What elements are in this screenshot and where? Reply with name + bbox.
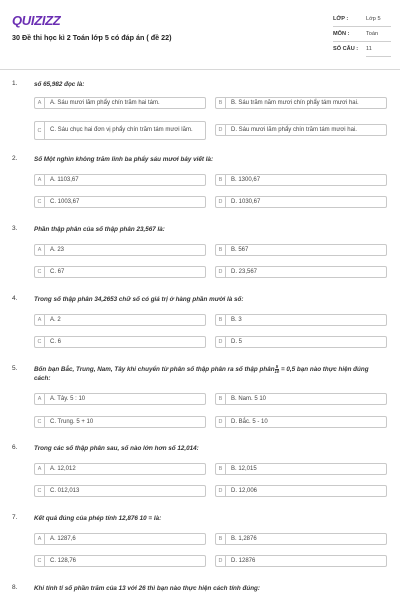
fraction-denominator: 10: [274, 369, 280, 374]
meta-subject-label: MÔN :: [333, 31, 350, 37]
question-text-start: Bốn bạn Bắc, Trung, Nam, Tây khi chuyển từ phân số thập phân ra số thập phân: [34, 366, 275, 374]
option-a[interactable]: [34, 533, 206, 545]
question-text: Phần thập phân của số thập phân 23,567 là:: [34, 226, 165, 233]
question-number: 4.: [12, 295, 18, 302]
question-text: Kết quả đúng của phép tính 12,876 10 = là:: [34, 515, 162, 522]
option-letter: D: [216, 125, 226, 135]
option-c[interactable]: [34, 555, 206, 567]
meta-subject-value: Toán: [366, 31, 379, 37]
option-b[interactable]: [215, 463, 387, 475]
option-letter: C: [35, 197, 45, 207]
option-letter: C: [35, 122, 45, 139]
option-text: A. Sáu mươi lăm phẩy chín trăm hai tám.: [50, 99, 160, 106]
option-letter: A: [35, 315, 45, 325]
option-a[interactable]: [34, 174, 206, 186]
option-text: B. Sáu trăm năm mươi chín phẩy tám mươi hai.: [231, 99, 359, 106]
option-letter: D: [216, 486, 226, 496]
quizizz-logo: QUIZIZZ: [12, 13, 61, 28]
option-b[interactable]: [215, 174, 387, 186]
option-letter: C: [35, 556, 45, 566]
question-text: Trong các số thập phân sau, số nào lớn hơn số 12,014:: [34, 445, 199, 452]
option-text: A. Tây. 5 : 10: [50, 395, 86, 402]
option-c[interactable]: [34, 485, 206, 497]
question-text-end: = 0,5 bạn nào thực hiện đúng cách:: [34, 366, 369, 383]
option-c[interactable]: [34, 266, 206, 278]
option-text: B. Nam. 5 10: [231, 395, 267, 402]
option-d[interactable]: [215, 266, 387, 278]
question-number: 5.: [12, 365, 18, 372]
option-text: B. 1300,67: [231, 176, 261, 183]
option-letter: D: [216, 197, 226, 207]
option-text: A. 1103,67: [50, 176, 79, 183]
option-text: A. 23: [50, 246, 65, 253]
option-d[interactable]: [215, 485, 387, 497]
meta-grade-value: Lớp 5: [366, 16, 381, 22]
option-text: C. 67: [50, 268, 65, 275]
header-divider: [0, 69, 400, 70]
option-d[interactable]: [215, 196, 387, 208]
option-b[interactable]: [215, 533, 387, 545]
question-text: số 65,982 đọc là:: [34, 81, 85, 88]
option-text: C. Sáu chục hai đơn vị phẩy chín trăm tám mươi lăm.: [50, 127, 193, 133]
option-letter: C: [35, 267, 45, 277]
question-text: Khi tính tỉ số phần trăm của 13 với 26 thì bạn nào thực hiện cách tính đúng:: [34, 585, 260, 592]
option-text: C. 6: [50, 338, 62, 345]
option-d[interactable]: [215, 336, 387, 348]
option-a[interactable]: [34, 314, 206, 326]
option-text: C. Trung. 5 + 10: [50, 418, 94, 425]
option-letter: B: [216, 245, 226, 255]
question-number: 8.: [12, 584, 18, 591]
option-text: D. 1030,67: [231, 198, 261, 205]
option-text: D. Sáu mươi lăm phẩy chín trăm tám mươi hai.: [231, 126, 357, 133]
option-letter: C: [35, 486, 45, 496]
option-letter: D: [216, 337, 226, 347]
option-d[interactable]: [215, 555, 387, 567]
meta-divider: [333, 26, 391, 27]
option-text: D. 12876: [231, 557, 256, 564]
option-letter: D: [216, 417, 226, 427]
option-b[interactable]: [215, 393, 387, 405]
option-c[interactable]: [34, 196, 206, 208]
option-text: D. Bắc. 5 - 10: [231, 418, 268, 425]
option-a[interactable]: [34, 393, 206, 405]
option-text: B. 3: [231, 316, 242, 323]
question-number: 6.: [12, 444, 18, 451]
question-number: 3.: [12, 225, 18, 232]
meta-count-label: SỐ CÂU :: [333, 46, 359, 52]
option-letter: D: [216, 267, 226, 277]
option-b[interactable]: [215, 314, 387, 326]
option-text: C. 128,76: [50, 557, 77, 564]
option-letter: D: [216, 556, 226, 566]
option-letter: B: [216, 464, 226, 474]
option-text: B. 567: [231, 246, 249, 253]
option-letter: B: [216, 534, 226, 544]
question-number: 2.: [12, 155, 18, 162]
option-text: A. 2: [50, 316, 61, 323]
question-text: [34, 365, 384, 383]
option-letter: A: [35, 245, 45, 255]
meta-divider: [333, 41, 391, 42]
meta-divider: [366, 56, 391, 57]
option-b[interactable]: [215, 244, 387, 256]
question-number: 1.: [12, 80, 18, 87]
option-text: A. 12,012: [50, 465, 76, 472]
option-letter: B: [216, 175, 226, 185]
option-text: C. 1003,67: [50, 198, 80, 205]
option-text: C. 012,013: [50, 487, 80, 494]
option-letter: C: [35, 417, 45, 427]
option-letter: B: [216, 315, 226, 325]
option-text: B. 12,015: [231, 465, 257, 472]
option-c[interactable]: [34, 121, 206, 140]
fraction-numerator: 5: [275, 364, 279, 369]
worksheet-title: 30 Đề thi học kì 2 Toán lớp 5 có đáp án ( đề 22): [12, 33, 172, 42]
option-letter: B: [216, 98, 226, 108]
option-d[interactable]: [215, 124, 387, 136]
option-c[interactable]: [34, 336, 206, 348]
option-letter: A: [35, 464, 45, 474]
option-a[interactable]: [34, 97, 206, 109]
option-letter: A: [35, 98, 45, 108]
worksheet-header: [0, 0, 400, 70]
option-letter: B: [216, 394, 226, 404]
option-text: A. 1287,6: [50, 535, 76, 542]
option-c[interactable]: [34, 416, 206, 428]
option-a[interactable]: [34, 463, 206, 475]
option-text: D. 23,567: [231, 268, 258, 275]
option-a[interactable]: [34, 244, 206, 256]
option-b[interactable]: [215, 97, 387, 109]
option-letter: A: [35, 394, 45, 404]
option-text: D. 5: [231, 338, 243, 345]
option-d[interactable]: [215, 416, 387, 428]
option-letter: C: [35, 337, 45, 347]
question-text: Trong số thập phân 34,2653 chữ số có giá trị ở hàng phần mười là số:: [34, 296, 244, 303]
question-text: Số Một nghìn không trăm linh ba phẩy sáu mươi bảy viết là:: [34, 156, 214, 163]
meta-count-value: 11: [366, 46, 372, 52]
meta-grade-label: LỚP :: [333, 16, 349, 22]
option-text: B. 1,2876: [231, 535, 257, 542]
option-letter: A: [35, 534, 45, 544]
option-text: D. 12,006: [231, 487, 258, 494]
option-letter: A: [35, 175, 45, 185]
question-number: 7.: [12, 514, 18, 521]
